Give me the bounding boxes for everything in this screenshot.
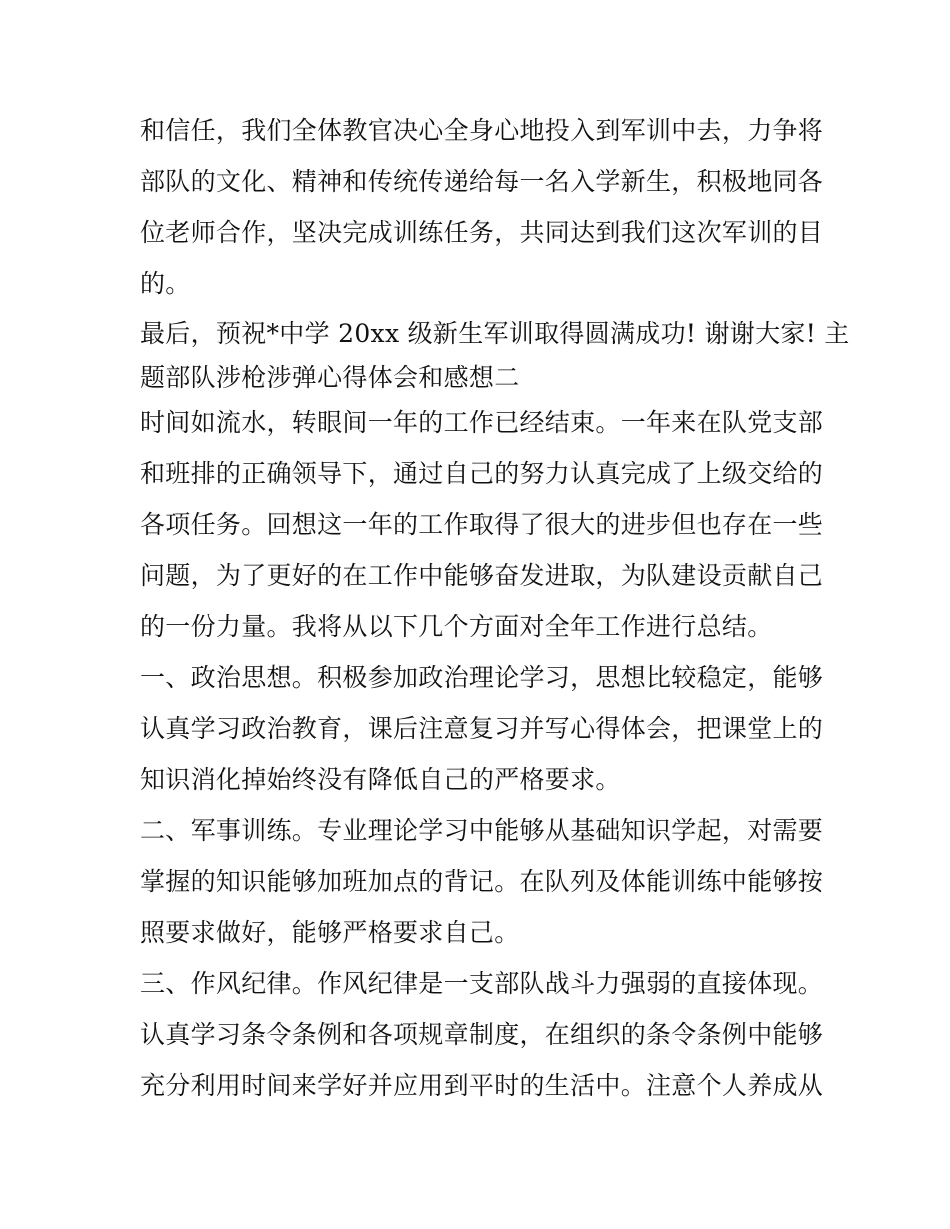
text-line: 二、军事训练。专业理论学习中能够从基础知识学起，对需要 [140,816,824,845]
text-line: 题部队涉枪涉弹心得体会和感想二 [140,363,520,392]
text-line: 问题，为了更好的在工作中能够奋发进取，为队建设贡献自己 [140,561,824,590]
text-line: 认真学习政治教育，课后注意复习并写心得体会，把课堂上的 [140,714,824,743]
text-line: 时间如流水，转眼间一年的工作已经结束。一年来在队党支部 [140,408,824,437]
text-line: 和信任，我们全体教官决心全身心地投入到军训中去，力争将 [140,116,824,145]
text-line: 掌握的知识能够加班加点的背记。在队列及体能训练中能够按 [140,867,824,896]
document-body [140,105,850,1111]
text-line: 认真学习条令条例和各项规章制度，在组织的条令条例中能够 [140,1020,824,1049]
text-line: 和班排的正确领导下，通过自己的努力认真完成了上级交给的 [140,459,824,488]
text-line: 的一份力量。我将从以下几个方面对全年工作进行总结。 [140,612,773,641]
text-line: 知识消化掉始终没有降低自己的严格要求。 [140,765,621,794]
text-line: 的。 [140,269,191,298]
text-line: 充分利用时间来学好并应用到平时的生活中。注意个人养成从 [140,1071,824,1100]
text-line: 照要求做好，能够严格要求自己。 [140,918,520,947]
text-line: 位老师合作，坚决完成训练任务，共同达到我们这次军训的目 [140,218,824,247]
text-line: 部队的文化、精神和传统传递给每一名入学新生，积极地同各 [140,167,824,196]
text-line: 最后，预祝*中学 20xx 级新生军训取得圆满成功! 谢谢大家! 主 [140,319,850,348]
text-line: 各项任务。回想这一年的工作取得了很大的进步但也存在一些 [140,510,824,539]
text-line: 一、政治思想。积极参加政治理论学习，思想比较稳定，能够 [140,663,824,692]
text-line: 三、作风纪律。作风纪律是一支部队战斗力强弱的直接体现。 [140,969,824,998]
